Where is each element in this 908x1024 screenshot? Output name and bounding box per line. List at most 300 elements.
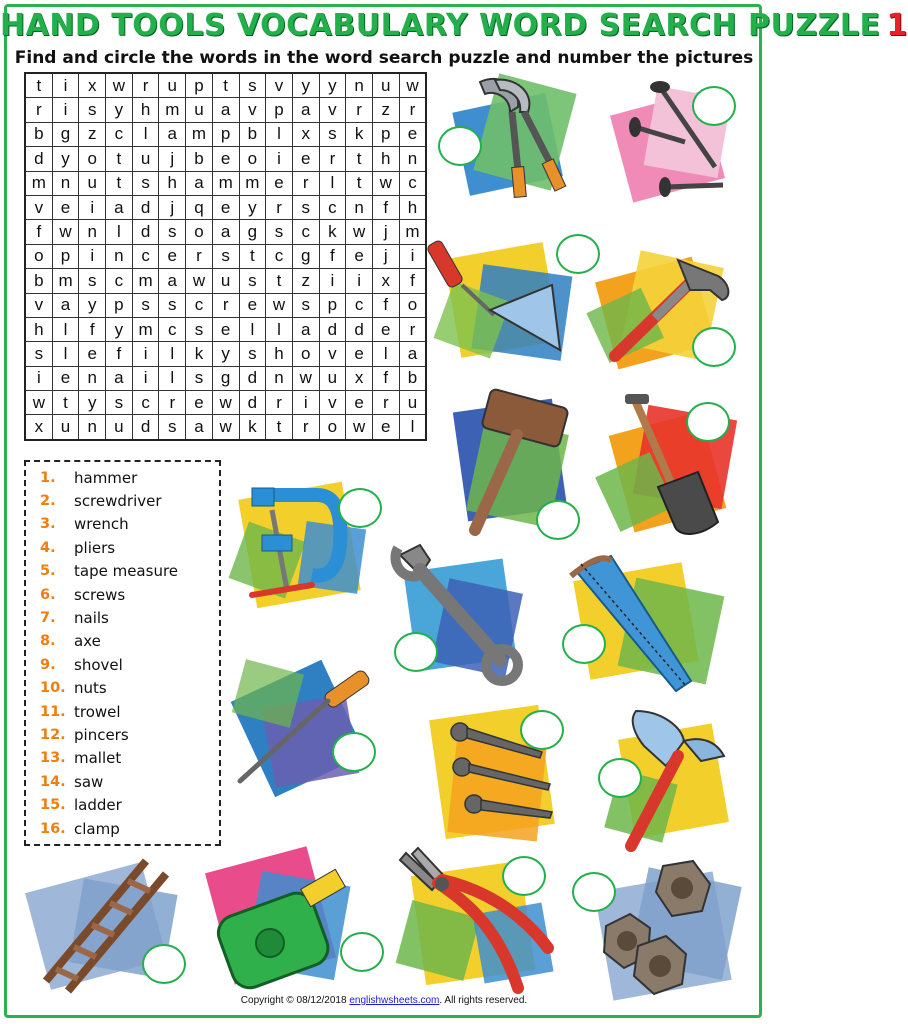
grid-cell[interactable]: n [266,366,293,390]
word-number: 9. [40,656,56,673]
page-title [0,8,908,43]
grid-cell[interactable]: w [372,171,399,195]
grid-cell[interactable]: c [186,293,213,317]
grid-cell[interactable]: i [79,195,106,219]
grid-cell[interactable]: y [79,391,106,415]
grid-cell[interactable]: r [346,98,373,122]
grid-cell[interactable]: r [25,98,52,122]
grid-cell[interactable]: a [186,415,213,440]
grid-cell[interactable]: w [346,415,373,440]
grid-cell[interactable]: c [399,171,426,195]
answer-circle-tape-measure[interactable] [340,932,384,972]
grid-cell[interactable]: p [212,122,239,146]
grid-cell[interactable]: e [52,366,79,390]
grid-cell[interactable]: a [159,269,186,293]
grid-cell[interactable]: i [399,244,426,268]
grid-cell[interactable]: w [52,220,79,244]
grid-cell[interactable]: l [132,122,159,146]
grid-cell[interactable]: a [106,366,133,390]
grid-cell[interactable]: i [266,147,293,171]
grid-cell[interactable]: e [159,244,186,268]
word-number: 15. [40,797,66,814]
grid-cell[interactable]: m [239,171,266,195]
grid-cell[interactable]: u [372,73,399,98]
grid-cell[interactable]: f [372,366,399,390]
word-list-item [40,747,219,770]
grid-cell[interactable]: y [106,98,133,122]
grid-cell[interactable]: x [79,73,106,98]
grid-cell[interactable]: e [212,317,239,341]
grid-cell[interactable]: s [79,269,106,293]
grid-cell[interactable]: c [266,244,293,268]
grid-cell[interactable]: h [132,98,159,122]
grid-cell[interactable]: p [319,293,346,317]
grid-cell[interactable]: s [292,293,319,317]
grid-cell[interactable]: f [79,317,106,341]
grid-cell[interactable]: r [292,415,319,440]
grid-cell[interactable]: f [106,342,133,366]
word-number: 7. [40,610,56,627]
grid-cell[interactable]: b [239,122,266,146]
grid-cell[interactable]: k [186,342,213,366]
grid-cell[interactable]: h [266,342,293,366]
grid-cell[interactable]: x [292,122,319,146]
grid-cell[interactable]: a [106,195,133,219]
grid-cell[interactable]: k [239,415,266,440]
grid-cell[interactable]: l [266,122,293,146]
word-text: trowel [74,702,121,721]
word-number: 6. [40,586,56,603]
grid-cell[interactable]: s [239,342,266,366]
answer-circle-nails[interactable] [692,86,736,126]
grid-cell[interactable]: w [212,415,239,440]
picture-nuts [598,856,748,1006]
grid-cell[interactable]: e [372,317,399,341]
grid-cell[interactable]: u [79,171,106,195]
grid-cell[interactable]: w [25,391,52,415]
word-number: 8. [40,633,56,650]
grid-cell[interactable]: o [186,220,213,244]
grid-cell[interactable]: b [399,366,426,390]
grid-cell[interactable]: r [399,317,426,341]
grid-cell[interactable]: t [52,391,79,415]
grid-cell[interactable]: s [239,269,266,293]
grid-cell[interactable]: w [346,220,373,244]
word-list-item [40,723,219,746]
grid-cell[interactable]: d [132,415,159,440]
grid-cell[interactable]: g [292,244,319,268]
grid-cell[interactable]: n [79,415,106,440]
grid-cell[interactable]: g [212,366,239,390]
grid-cell[interactable]: z [79,122,106,146]
grid-cell[interactable]: a [399,342,426,366]
grid-cell[interactable]: y [292,73,319,98]
grid-cell[interactable]: o [399,293,426,317]
grid-cell[interactable]: j [159,147,186,171]
grid-cell[interactable]: s [266,220,293,244]
grid-cell[interactable]: y [212,342,239,366]
grid-row [25,342,426,366]
grid-cell[interactable]: f [319,244,346,268]
grid-cell[interactable]: a [212,220,239,244]
answer-circle-nuts[interactable] [572,872,616,912]
answer-circle-clamp[interactable] [338,488,382,528]
grid-cell[interactable]: h [25,317,52,341]
grid-cell[interactable]: u [319,366,346,390]
grid-cell[interactable]: c [132,391,159,415]
grid-cell[interactable]: s [159,415,186,440]
word-text: mallet [74,749,122,768]
grid-cell[interactable]: x [346,366,373,390]
grid-cell[interactable]: e [399,122,426,146]
grid-cell[interactable]: v [319,342,346,366]
copyright-prefix: Copyright © 08/12/2018 [240,995,347,1006]
word-text: wrench [74,515,129,534]
word-list-item [40,677,219,700]
grid-cell[interactable]: l [399,415,426,440]
word-text: shovel [74,655,123,674]
answer-circle-saw[interactable] [562,624,606,664]
grid-cell[interactable]: s [132,171,159,195]
grid-cell[interactable]: i [52,73,79,98]
answer-circle-axe[interactable] [598,758,642,798]
grid-cell[interactable]: e [372,415,399,440]
grid-cell[interactable]: m [159,98,186,122]
word-number: 16. [40,820,66,837]
grid-cell[interactable]: u [52,415,79,440]
word-number: 10. [40,680,66,697]
grid-cell[interactable]: u [212,269,239,293]
grid-cell[interactable]: t [25,73,52,98]
grid-cell[interactable]: a [212,98,239,122]
grid-cell[interactable]: c [319,195,346,219]
grid-cell[interactable]: u [132,147,159,171]
grid-cell[interactable]: e [212,147,239,171]
grid-cell[interactable]: q [186,195,213,219]
grid-cell[interactable]: u [106,415,133,440]
grid-cell[interactable]: u [399,391,426,415]
grid-row [25,122,426,146]
grid-cell[interactable]: t [266,415,293,440]
website-link[interactable]: englishwsheets.com [349,995,440,1006]
answer-circle-screwdriver[interactable] [332,732,376,772]
grid-cell[interactable]: s [132,293,159,317]
grid-cell[interactable]: w [186,269,213,293]
word-number: 5. [40,563,56,580]
grid-cell[interactable]: y [106,317,133,341]
grid-cell[interactable]: e [186,391,213,415]
grid-cell[interactable]: r [212,293,239,317]
grid-cell[interactable]: w [266,293,293,317]
title-text: HAND TOOLS VOCABULARY WORD SEARCH PUZZLE [0,8,881,43]
grid-cell[interactable]: i [25,366,52,390]
grid-cell[interactable]: h [159,171,186,195]
word-list-item [40,583,219,606]
grid-cell[interactable]: b [25,122,52,146]
grid-cell[interactable]: i [346,269,373,293]
grid-cell[interactable]: e [346,391,373,415]
word-search-grid[interactable] [24,72,427,441]
grid-cell[interactable]: j [159,195,186,219]
grid-cell[interactable]: e [266,171,293,195]
grid-cell[interactable]: m [25,171,52,195]
grid-cell[interactable]: n [79,366,106,390]
grid-cell[interactable]: b [186,147,213,171]
grid-cell[interactable]: s [319,122,346,146]
answer-circle-mallet[interactable] [536,500,580,540]
grid-cell[interactable]: x [25,415,52,440]
grid-cell[interactable]: s [25,342,52,366]
grid-cell[interactable]: g [52,122,79,146]
grid-cell[interactable]: r [159,391,186,415]
grid-cell[interactable]: c [106,269,133,293]
grid-cell[interactable]: h [399,195,426,219]
grid-cell[interactable]: o [319,415,346,440]
grid-row [25,147,426,171]
word-number: 11. [40,703,66,720]
grid-cell[interactable]: e [346,342,373,366]
grid-cell[interactable]: y [79,293,106,317]
grid-cell[interactable]: s [212,244,239,268]
answer-circle-hammer[interactable] [692,327,736,367]
grid-cell[interactable]: f [399,269,426,293]
word-list-item [40,489,219,512]
grid-cell[interactable]: v [239,98,266,122]
grid-cell[interactable]: m [186,122,213,146]
grid-cell[interactable]: m [399,220,426,244]
grid-cell[interactable]: e [52,195,79,219]
word-list-item [40,793,219,816]
word-text: screwdriver [74,492,162,511]
grid-cell[interactable]: v [25,195,52,219]
grid-cell[interactable]: w [292,366,319,390]
grid-cell[interactable]: i [52,98,79,122]
grid-cell[interactable]: k [346,122,373,146]
grid-cell[interactable]: f [25,220,52,244]
grid-cell[interactable]: u [159,73,186,98]
grid-cell[interactable]: n [399,147,426,171]
grid-cell[interactable]: s [186,366,213,390]
grid-cell[interactable]: r [319,147,346,171]
picture-screwdriver [228,656,378,801]
grid-cell[interactable]: d [239,391,266,415]
grid-cell[interactable]: a [52,293,79,317]
grid-cell[interactable]: r [372,391,399,415]
grid-cell[interactable]: n [346,195,373,219]
grid-cell[interactable]: i [79,244,106,268]
grid-cell[interactable]: x [372,269,399,293]
grid-cell[interactable]: o [292,342,319,366]
grid-cell[interactable]: l [266,317,293,341]
grid-cell[interactable]: e [79,342,106,366]
word-text: ladder [74,796,122,815]
grid-cell[interactable]: o [239,147,266,171]
grid-cell[interactable]: s [159,293,186,317]
grid-cell[interactable]: p [106,293,133,317]
grid-cell[interactable]: o [25,244,52,268]
grid-cell[interactable]: s [239,73,266,98]
grid-cell[interactable]: e [239,293,266,317]
grid-cell[interactable]: s [79,98,106,122]
grid-cell[interactable]: t [346,171,373,195]
word-list-item [40,653,219,676]
grid-cell[interactable]: p [186,73,213,98]
word-list-item [40,466,219,489]
grid-cell[interactable]: s [292,195,319,219]
grid-cell[interactable]: r [266,391,293,415]
word-text: axe [74,632,101,651]
word-text: saw [74,772,104,791]
grid-cell[interactable]: t [212,73,239,98]
grid-cell[interactable]: s [186,317,213,341]
grid-cell[interactable]: n [106,244,133,268]
grid-cell[interactable]: e [212,195,239,219]
grid-cell[interactable]: v [25,293,52,317]
grid-cell[interactable]: t [106,147,133,171]
grid-cell[interactable]: i [319,269,346,293]
answer-circle-pliers[interactable] [502,856,546,896]
grid-cell[interactable]: n [346,73,373,98]
grid-cell[interactable]: a [292,317,319,341]
grid-cell[interactable]: m [132,269,159,293]
word-text: hammer [74,468,138,487]
grid-cell[interactable]: d [132,195,159,219]
grid-cell[interactable]: a [159,122,186,146]
tape-measure-icon [208,848,358,998]
grid-cell[interactable]: a [292,98,319,122]
grid-cell[interactable]: m [132,317,159,341]
grid-cell[interactable]: u [186,98,213,122]
grid-cell[interactable]: f [372,293,399,317]
title-number: 1 [886,8,908,43]
grid-row [25,293,426,317]
grid-cell[interactable]: d [319,317,346,341]
grid-cell[interactable]: l [239,317,266,341]
grid-cell[interactable]: n [52,171,79,195]
grid-cell[interactable]: z [292,269,319,293]
grid-cell[interactable]: r [132,73,159,98]
word-text: clamp [74,819,120,838]
grid-cell[interactable]: w [212,391,239,415]
word-list-item [40,513,219,536]
grid-cell[interactable]: c [132,244,159,268]
grid-cell[interactable]: d [132,220,159,244]
grid-row [25,269,426,293]
word-text: tape measure [74,562,179,581]
grid-cell[interactable]: r [186,244,213,268]
grid-cell[interactable]: t [266,269,293,293]
word-text: pincers [74,725,129,744]
grid-cell[interactable]: j [372,244,399,268]
grid-cell[interactable]: r [266,195,293,219]
grid-cell[interactable]: g [239,220,266,244]
grid-cell[interactable]: y [52,147,79,171]
grid-cell[interactable]: k [319,220,346,244]
grid-cell[interactable]: t [106,171,133,195]
grid-cell[interactable]: l [159,342,186,366]
grid-cell[interactable]: e [292,147,319,171]
grid-cell[interactable]: l [52,317,79,341]
grid-cell[interactable]: w [399,73,426,98]
grid-cell[interactable]: i [292,391,319,415]
word-list-item [40,606,219,629]
grid-cell[interactable]: o [79,147,106,171]
grid-cell[interactable]: c [346,293,373,317]
grid-cell[interactable]: p [372,122,399,146]
grid-cell[interactable]: i [132,366,159,390]
grid-cell[interactable]: y [239,195,266,219]
grid-cell[interactable]: c [106,122,133,146]
word-number: 3. [40,516,56,533]
grid-row [25,195,426,219]
grid-cell[interactable]: l [159,366,186,390]
grid-row [25,220,426,244]
grid-row [25,317,426,341]
word-list-item [40,560,219,583]
grid-cell[interactable]: i [132,342,159,366]
grid-cell[interactable]: v [319,98,346,122]
word-number: 2. [40,493,56,510]
grid-cell[interactable]: d [346,317,373,341]
grid-cell[interactable]: v [266,73,293,98]
grid-cell[interactable]: t [239,244,266,268]
answer-circle-wrench[interactable] [394,632,438,672]
word-list-item [40,536,219,559]
grid-cell[interactable]: l [319,171,346,195]
word-list-item [40,700,219,723]
word-number: 14. [40,773,66,790]
grid-cell[interactable]: v [319,391,346,415]
grid-cell[interactable]: f [372,195,399,219]
grid-cell[interactable]: d [25,147,52,171]
grid-cell[interactable]: c [159,317,186,341]
grid-cell[interactable]: s [106,391,133,415]
grid-cell[interactable]: a [186,171,213,195]
grid-cell[interactable]: s [159,220,186,244]
grid-cell[interactable]: e [346,244,373,268]
grid-cell[interactable]: z [372,98,399,122]
grid-cell[interactable]: j [372,220,399,244]
grid-cell[interactable]: m [52,269,79,293]
word-list-item [40,817,219,840]
grid-cell[interactable]: d [239,366,266,390]
answer-circle-ladder[interactable] [142,944,186,984]
word-list-item [40,630,219,653]
grid-cell[interactable]: p [266,98,293,122]
grid-cell[interactable]: c [292,220,319,244]
grid-cell[interactable]: b [25,269,52,293]
grid-cell[interactable]: l [52,342,79,366]
grid-cell[interactable]: r [292,171,319,195]
grid-cell[interactable]: l [372,342,399,366]
grid-cell[interactable]: n [79,220,106,244]
answer-circle-screws[interactable] [520,710,564,750]
grid-cell[interactable]: w [106,73,133,98]
grid-cell[interactable]: l [106,220,133,244]
grid-row [25,98,426,122]
grid-cell[interactable]: y [319,73,346,98]
instructions: Find and circle the words in the word search puzzle and number the pictures [14,48,754,68]
grid-cell[interactable]: p [52,244,79,268]
grid-cell[interactable]: m [212,171,239,195]
grid-cell[interactable]: h [372,147,399,171]
grid-cell[interactable]: t [346,147,373,171]
copyright-footer [0,995,768,1006]
grid-row [25,73,426,98]
grid-cell[interactable]: r [399,98,426,122]
answer-circle-shovel[interactable] [686,402,730,442]
answer-circle-pincers[interactable] [438,126,482,166]
